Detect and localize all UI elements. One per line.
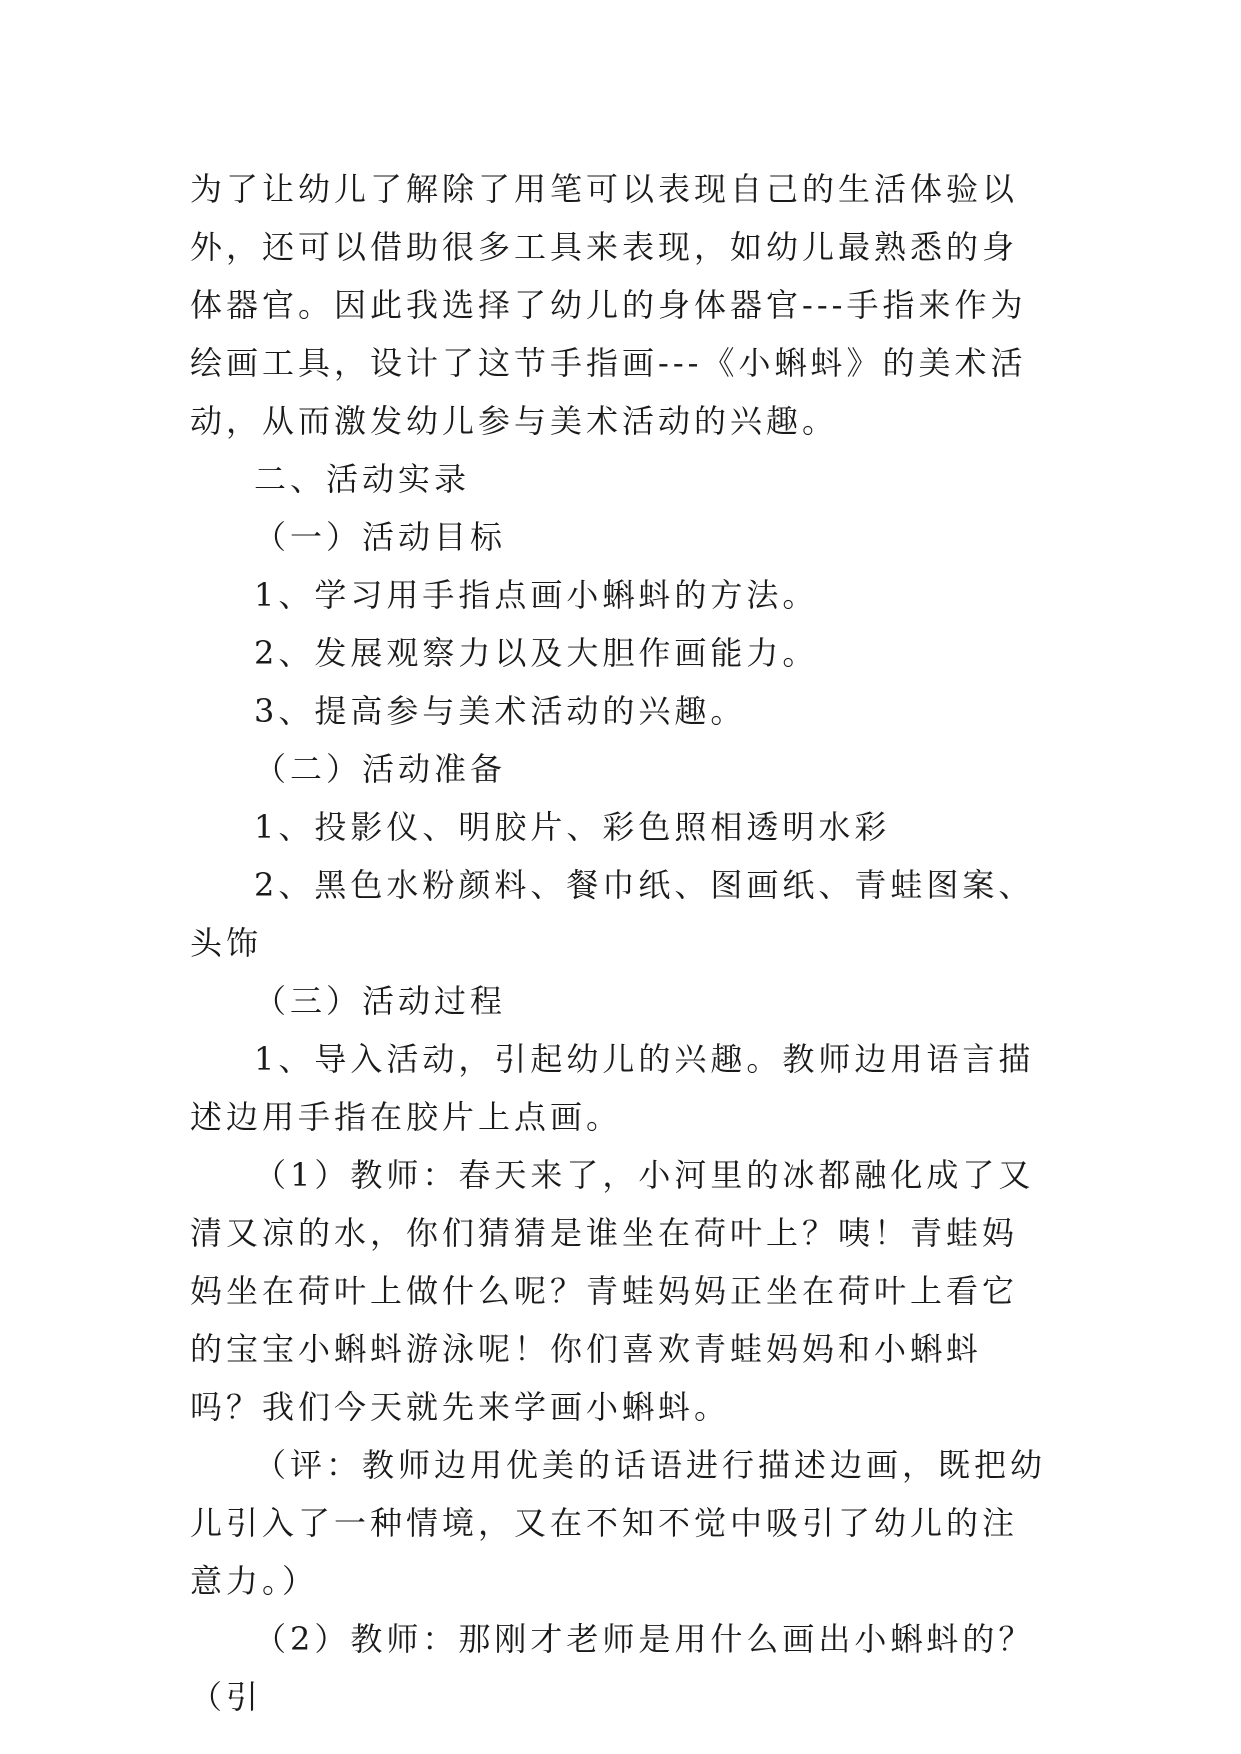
list-item-prep-2: 2、黑色水粉颜料、餐巾纸、图画纸、青蛙图案、头饰 bbox=[190, 866, 1035, 962]
list-item-goal-3: 3、提高参与美术活动的兴趣。 bbox=[254, 692, 747, 730]
paragraph-intro: 为了让幼儿了解除了用笔可以表现自己的生活体验以外，还可以借助很多工具来表现，如幼儿最熟悉的身体器官。因此我选择了幼儿的身体器官---手指来作为绘画工具，设计了这节手指画---《小蝌蚪》的美术活动，从而激发幼儿参与美术活动的兴趣。 bbox=[190, 170, 1027, 440]
list-item-goal-1: 1、学习用手指点画小蝌蚪的方法。 bbox=[254, 576, 819, 614]
subheading-activity-preparation: （二）活动准备 bbox=[254, 750, 507, 788]
paragraph-process-1-1: （1）教师：春天来了，小河里的冰都融化成了又清又凉的水，你们猜猜是谁坐在荷叶上？咦！青蛙妈妈坐在荷叶上做什么呢？青蛙妈妈正坐在荷叶上看它的宝宝小蝌蚪游泳呢！你们喜欢青蛙妈妈和小蝌蚪吗？我们今天就先来学画小蝌蚪。 bbox=[190, 1156, 1035, 1426]
subheading-activity-goals: （一）活动目标 bbox=[254, 518, 507, 556]
document-body bbox=[190, 160, 1052, 1726]
paragraph-process-1: 1、导入活动，引起幼儿的兴趣。教师边用语言描述边用手指在胶片上点画。 bbox=[190, 1040, 1035, 1136]
section-heading-activity-record: 二、活动实录 bbox=[254, 460, 471, 498]
list-item-prep-1: 1、投影仪、明胶片、彩色照相透明水彩 bbox=[254, 808, 891, 846]
list-item-goal-2: 2、发展观察力以及大胆作画能力。 bbox=[254, 634, 819, 672]
subheading-activity-process: （三）活动过程 bbox=[254, 982, 507, 1020]
paragraph-commentary: （评：教师边用优美的话语进行描述边画，既把幼儿引入了一种情境，又在不知不觉中吸引了幼儿的注意力。） bbox=[190, 1446, 1047, 1600]
paragraph-process-1-2: （2）教师：那刚才老师是用什么画出小蝌蚪的？（引 bbox=[190, 1620, 1035, 1716]
